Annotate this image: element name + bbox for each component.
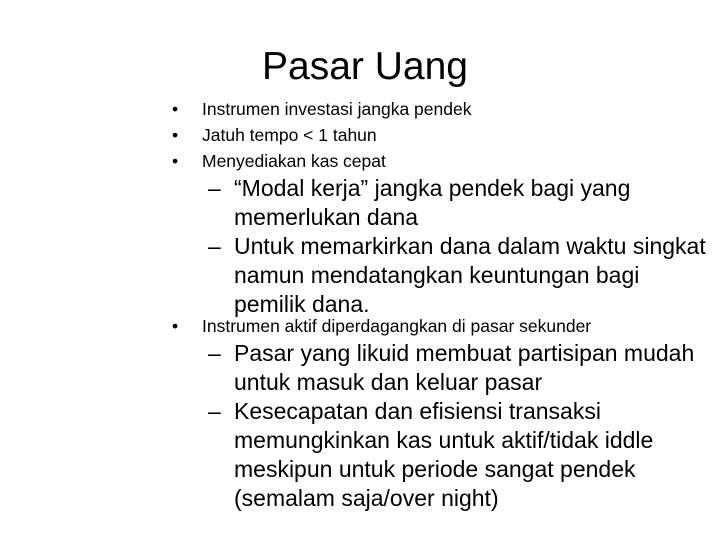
sub-bullet-marker: –: [208, 175, 221, 201]
bullet-text: Instrumen investasi jangka pendek: [202, 99, 472, 119]
sub-bullet-item: [208, 174, 708, 232]
bullet-marker: •: [172, 125, 179, 145]
slide-title: Pasar Uang: [262, 45, 468, 88]
sub-bullet-item: [208, 232, 708, 319]
sub-bullet-marker: –: [208, 233, 221, 259]
bullet-text: Jatuh tempo < 1 tahun: [202, 125, 377, 145]
sub-bullet-marker: –: [208, 340, 221, 366]
sub-bullet-text: Untuk memarkirkan dana dalam waktu singkat namun mendatangkan keuntungan bagi pemilik dana.: [234, 233, 706, 317]
bullet-text: Instrumen aktif diperdagangkan di pasar sekunder: [202, 316, 592, 336]
sub-bullet-marker: –: [208, 398, 221, 424]
sub-bullet-text: Pasar yang likuid membuat partisipan mudah untuk masuk dan keluar pasar: [234, 340, 695, 395]
bullet-marker: •: [172, 99, 179, 119]
bullet-text: Menyediakan kas cepat: [202, 151, 386, 171]
sub-bullet-text: Kesecapatan dan efisiensi transaksi memungkinkan kas untuk aktif/tidak iddle meskipun untuk periode sangat pendek (semalam saja/over night): [234, 398, 654, 511]
bullet-marker: •: [172, 316, 179, 336]
sub-bullet-item: [208, 339, 708, 397]
sub-bullet-item: [208, 397, 708, 513]
bullet-marker: •: [172, 151, 179, 171]
sub-bullet-text: “Modal kerja” jangka pendek bagi yang memerlukan dana: [234, 175, 631, 230]
